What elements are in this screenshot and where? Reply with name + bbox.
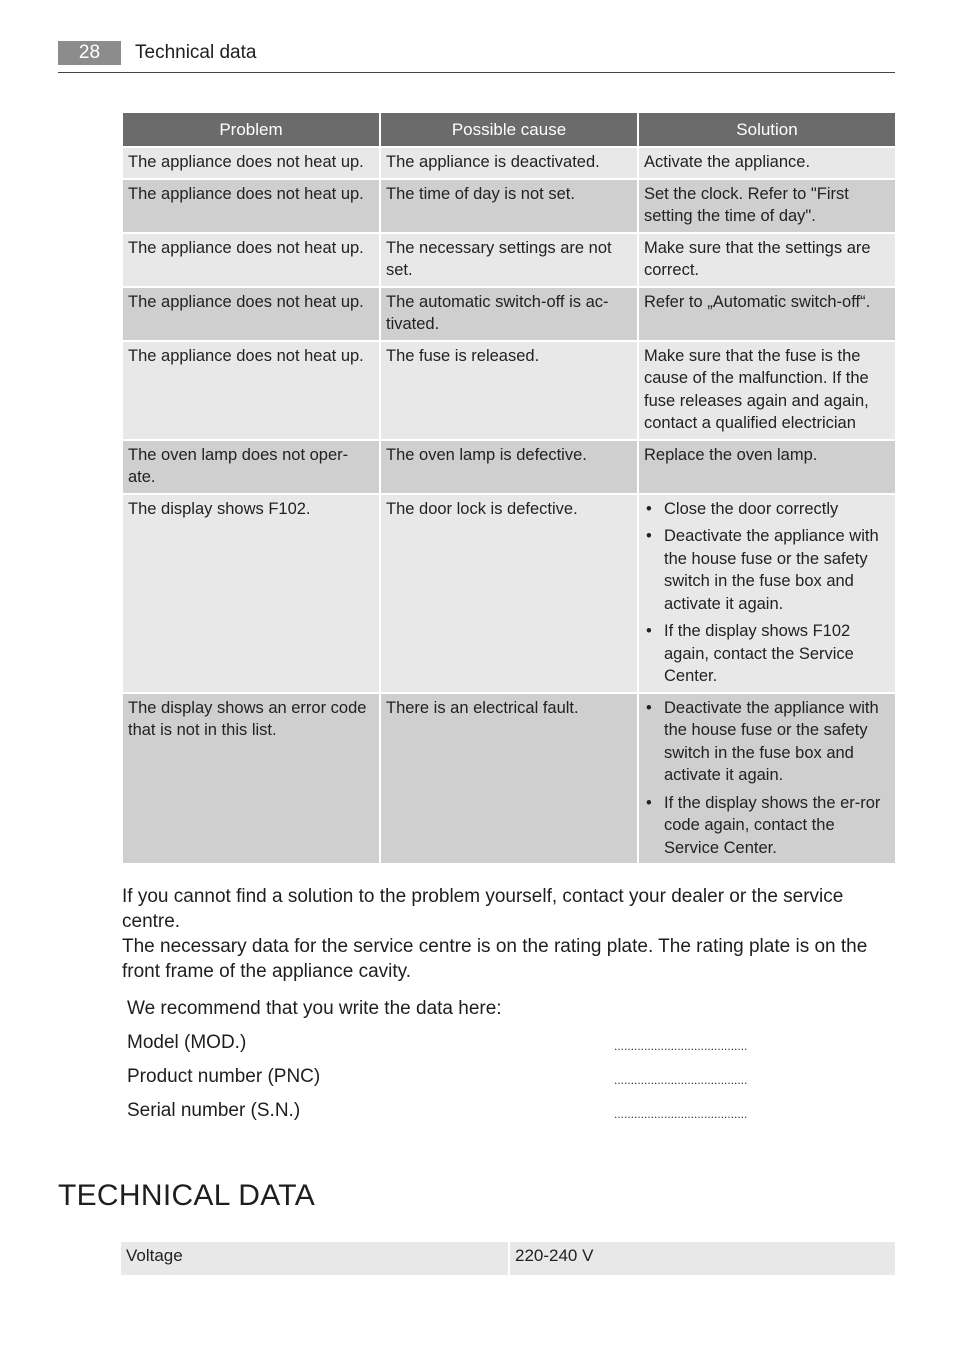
solution-bullet: • If the display shows the er-ror code again, contact the Service Center. bbox=[644, 792, 891, 860]
table-header-row bbox=[122, 112, 896, 147]
table-row bbox=[122, 147, 896, 179]
record-label: Model (MOD.) bbox=[127, 1032, 247, 1053]
cause-cell: The necessary settings are not set. bbox=[380, 233, 638, 287]
column-header-problem: Problem bbox=[122, 112, 380, 147]
solution-cell: Replace the oven lamp. bbox=[638, 440, 896, 494]
record-label: Product number (PNC) bbox=[127, 1066, 321, 1087]
page-header bbox=[58, 40, 895, 73]
problem-cell: The appliance does not heat up. bbox=[122, 147, 380, 179]
column-header-cause: Possible cause bbox=[380, 112, 638, 147]
cause-cell: The fuse is released. bbox=[380, 341, 638, 440]
record-row-serial-number bbox=[127, 1097, 827, 1131]
solution-cell: Make sure that the fuse is the cause of the malfunction. If the fuse releases again and again, contact a qualified electrician bbox=[638, 341, 896, 440]
spec-value: 220-240 V bbox=[515, 1246, 594, 1265]
column-header-solution: Solution bbox=[638, 112, 896, 147]
solution-cell: Activate the appliance. bbox=[638, 147, 896, 179]
solution-cell: Refer to „Automatic switch-off“. bbox=[638, 287, 896, 341]
record-row-product-number bbox=[127, 1063, 827, 1097]
problem-cell: The appliance does not heat up. bbox=[122, 341, 380, 440]
cause-cell: The appliance is deactivated. bbox=[380, 147, 638, 179]
rating-data-record bbox=[127, 995, 827, 1131]
section-title: Technical data bbox=[135, 42, 257, 63]
solution-bullet: • Close the door correctly bbox=[644, 498, 891, 521]
cause-cell: The oven lamp is defective. bbox=[380, 440, 638, 494]
spec-key: Voltage bbox=[121, 1242, 510, 1275]
cause-cell: The automatic switch-off is ac-tivated. bbox=[380, 287, 638, 341]
problem-cell: The appliance does not heat up. bbox=[122, 179, 380, 233]
solution-cell: Set the clock. Refer to "First setting the time of day". bbox=[638, 179, 896, 233]
record-blank: ........................................ bbox=[614, 1039, 748, 1053]
problem-cell: The oven lamp does not oper-ate. bbox=[122, 440, 380, 494]
solution-cell bbox=[638, 693, 896, 865]
table-row bbox=[122, 693, 896, 865]
table-row bbox=[122, 494, 896, 693]
record-blank: ........................................ bbox=[614, 1073, 748, 1087]
record-blank: ........................................ bbox=[614, 1107, 748, 1121]
service-paragraph-2: The necessary data for the service centre is on the rating plate. The rating plate is on the front frame of the appliance cavity. bbox=[122, 936, 868, 982]
table-row bbox=[122, 341, 896, 440]
problem-cell: The appliance does not heat up. bbox=[122, 233, 380, 287]
record-intro: We recommend that you write the data here: bbox=[127, 998, 502, 1019]
cause-cell: The door lock is defective. bbox=[380, 494, 638, 693]
service-note bbox=[122, 884, 882, 984]
table-row bbox=[122, 287, 896, 341]
solution-cell bbox=[638, 494, 896, 693]
cause-cell: The time of day is not set. bbox=[380, 179, 638, 233]
record-label: Serial number (S.N.) bbox=[127, 1100, 301, 1121]
solution-bullet: • If the display shows F102 again, contact the Service Center. bbox=[644, 620, 891, 688]
page-number: 28 bbox=[58, 41, 121, 65]
spec-row-voltage bbox=[121, 1242, 895, 1275]
solution-bullet: • Deactivate the appliance with the house fuse or the safety switch in the fuse box and activate it again. bbox=[644, 697, 891, 787]
solution-list bbox=[644, 697, 891, 860]
solution-cell: Make sure that the settings are correct. bbox=[638, 233, 896, 287]
service-paragraph-1: If you cannot find a solution to the problem yourself, contact your dealer or the service centre. bbox=[122, 886, 844, 932]
problem-cell: The display shows an error code that is not in this list. bbox=[122, 693, 380, 865]
solution-list bbox=[644, 498, 891, 688]
cause-cell: There is an electrical fault. bbox=[380, 693, 638, 865]
troubleshooting-table bbox=[121, 111, 897, 865]
solution-bullet: • Deactivate the appliance with the house fuse or the safety switch in the fuse box and activate it again. bbox=[644, 525, 891, 615]
problem-cell: The display shows F102. bbox=[122, 494, 380, 693]
table-row bbox=[122, 179, 896, 233]
table-row bbox=[122, 440, 896, 494]
problem-cell: The appliance does not heat up. bbox=[122, 287, 380, 341]
technical-data-heading: TECHNICAL DATA bbox=[58, 1179, 316, 1212]
record-row-model bbox=[127, 1029, 827, 1063]
table-row bbox=[122, 233, 896, 287]
